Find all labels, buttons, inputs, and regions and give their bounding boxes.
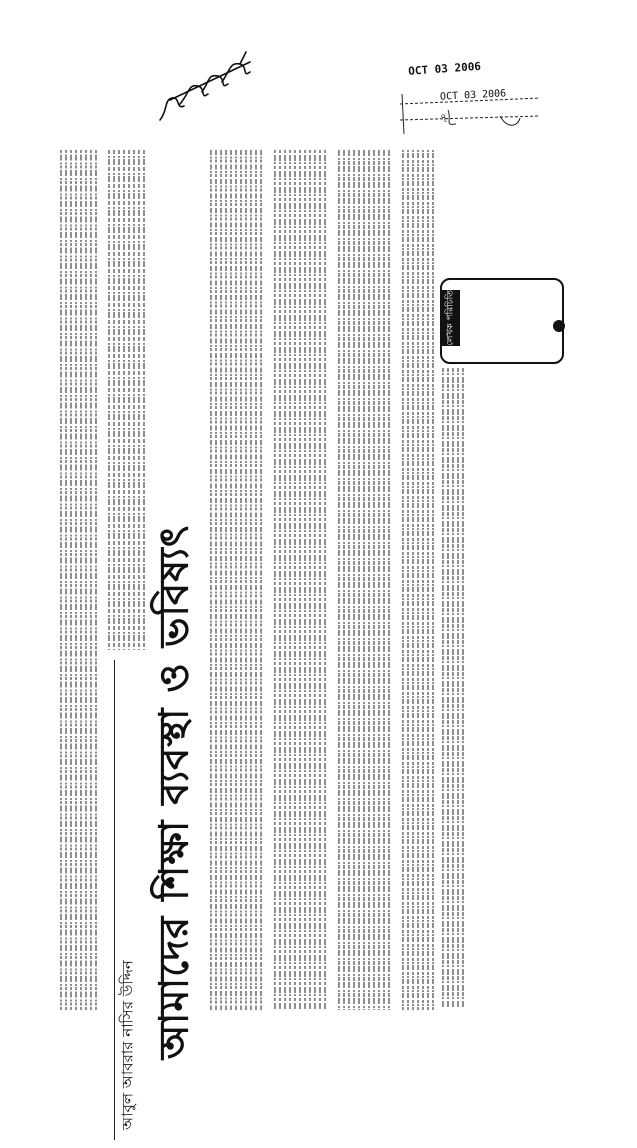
archive-stamp	[400, 90, 540, 140]
author-info-tag	[440, 290, 460, 346]
headline-text: আমাদের শিক্ষা ব্যবস্থা ও ভবিষ্যৎ	[150, 524, 198, 1060]
byline	[114, 660, 143, 1140]
text-column	[440, 368, 470, 1008]
archive-date: OCT 03 2006	[439, 88, 507, 103]
masthead-handwriting	[150, 40, 270, 130]
received-date: OCT 03 2006	[407, 59, 482, 78]
text-column	[208, 150, 268, 1010]
text-column	[272, 150, 332, 1010]
author-info-label: লেখক পরিচিতি	[445, 290, 456, 346]
article	[48, 140, 468, 1130]
handwritten-title-icon	[150, 40, 270, 130]
text-column	[58, 150, 102, 1010]
headline	[148, 436, 204, 1148]
byline-text: আবুল আবরার নাসির উদ্দিন	[118, 960, 137, 1130]
received-date-stamp	[407, 52, 518, 80]
bullet-icon	[553, 320, 565, 332]
text-column	[336, 150, 396, 1010]
text-column	[400, 150, 436, 1010]
archive-page: ৭	[440, 111, 448, 125]
